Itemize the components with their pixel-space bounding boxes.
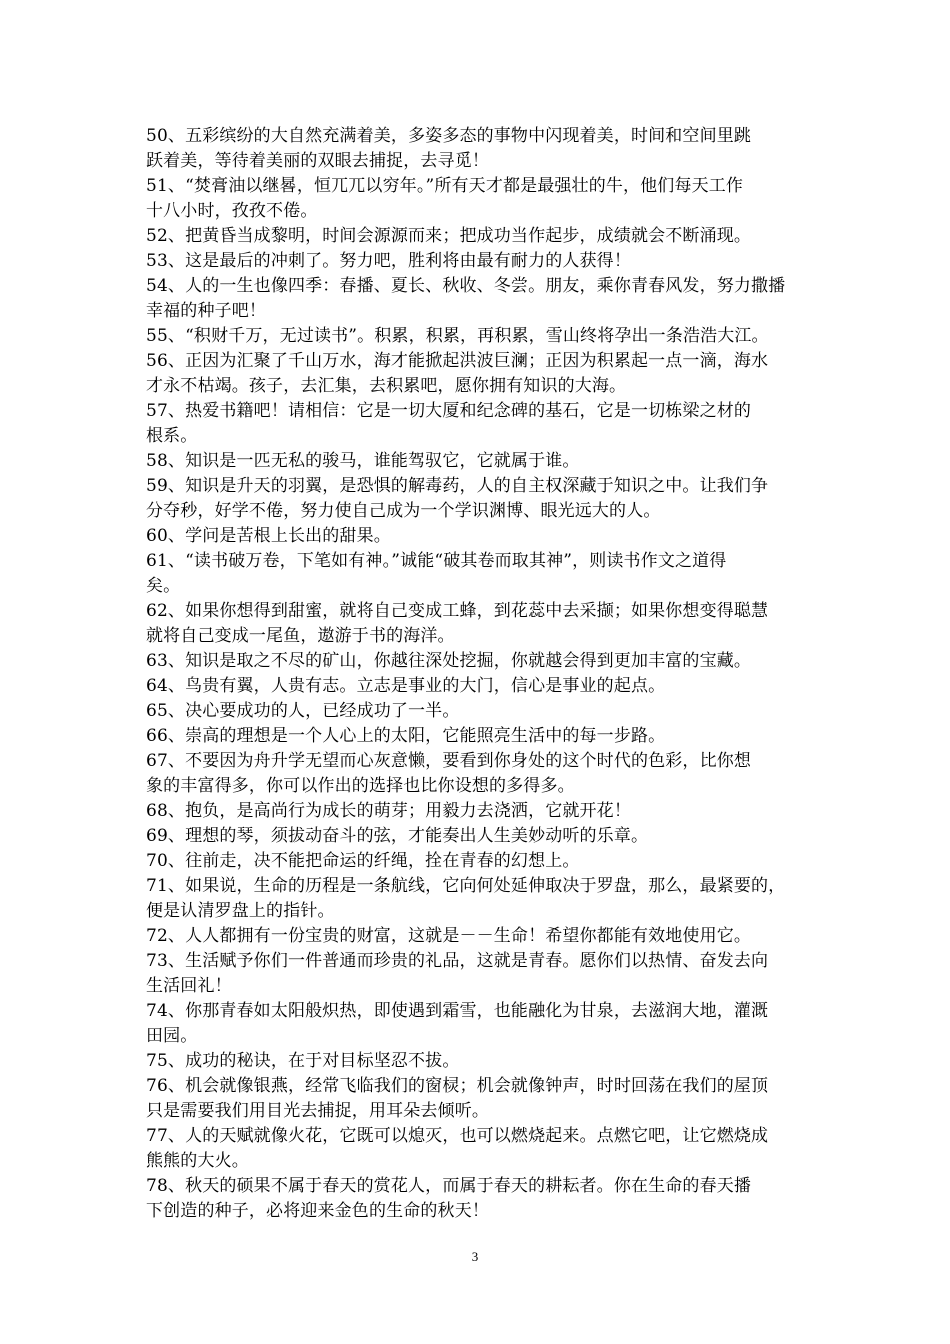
quote-line: 65、决心要成功的人，已经成功了一半。	[146, 701, 460, 721]
quote-item	[146, 174, 816, 224]
quote-line: 矣。	[146, 576, 181, 596]
quote-line: 63、知识是取之不尽的矿山，你越往深处挖掘，你就越会得到更加丰富的宝藏。	[146, 651, 752, 671]
quote-line: 幸福的种子吧！	[146, 301, 267, 321]
quote-line: 67、不要因为舟升学无望而心灰意懒，要看到你身处的这个时代的色彩，比你想	[146, 751, 752, 771]
quote-line: 熊熊的大火。	[146, 1151, 249, 1171]
quote-item	[146, 1124, 816, 1174]
page-number: 3	[471, 1249, 479, 1264]
quote-item	[146, 799, 816, 824]
quote-line: 就将自己变成一尾鱼，遨游于书的海洋。	[146, 626, 455, 646]
quote-line: 根系。	[146, 426, 198, 446]
quote-line: 55、“积财千万，无过读书”。积累，积累，再积累，雪山终将孕出一条浩浩大江。	[146, 326, 769, 346]
quote-item	[146, 699, 816, 724]
quote-line: 57、热爱书籍吧！请相信：它是一切大厦和纪念碑的基石，它是一切栋梁之材的	[146, 401, 752, 421]
quote-item	[146, 674, 816, 699]
quote-line: 54、人的一生也像四季：春播、夏长、秋收、冬尝。朋友，乘你青春风发，努力撒播	[146, 276, 786, 296]
quote-item	[146, 399, 816, 449]
quote-item	[146, 124, 816, 174]
quote-line: 田园。	[146, 1026, 198, 1046]
quote-item	[146, 474, 816, 524]
quote-line: 50、五彩缤纷的大自然充满着美，多姿多态的事物中闪现着美，时间和空间里跳	[146, 126, 752, 146]
quote-line: 只是需要我们用目光去捕捉，用耳朵去倾听。	[146, 1101, 489, 1121]
quote-line: 51、“焚膏油以继晷，恒兀兀以穷年。”所有天才都是最强壮的牛，他们每天工作	[146, 176, 744, 196]
quote-line: 66、崇高的理想是一个人心上的太阳，它能照亮生活中的每一步路。	[146, 726, 666, 746]
quote-line: 74、你那青春如太阳般炽热，即使遇到霜雪，也能融化为甘泉，去滋润大地，灌溉	[146, 1001, 769, 1021]
quote-line: 71、如果说，生命的历程是一条航线，它向何处延伸取决于罗盘，那么，最紧要的，	[146, 876, 786, 896]
quote-item	[146, 524, 816, 549]
quote-line: 78、秋天的硕果不属于春天的赏花人，而属于春天的耕耘者。你在生命的春天播	[146, 1176, 752, 1196]
quote-item	[146, 824, 816, 849]
quote-item	[146, 649, 816, 674]
quote-line: 61、“读书破万卷，下笔如有神。”诚能“破其卷而取其神”，则读书作文之道得	[146, 551, 727, 571]
quote-line: 76、机会就像银燕，经常飞临我们的窗棂；机会就像钟声，时时回荡在我们的屋顶	[146, 1076, 769, 1096]
quote-item	[146, 1174, 816, 1224]
quote-line: 象的丰富得多，你可以作出的选择也比你设想的多得多。	[146, 776, 575, 796]
quote-line: 52、把黄昏当成黎明，时间会源源而来；把成功当作起步，成绩就会不断涌现。	[146, 226, 752, 246]
quote-line: 75、成功的秘诀，在于对目标坚忍不拔。	[146, 1051, 460, 1071]
quote-list	[146, 124, 816, 1224]
quote-line: 70、往前走，决不能把命运的纤绳，拴在青春的幻想上。	[146, 851, 580, 871]
quote-line: 58、知识是一匹无私的骏马，谁能驾驭它，它就属于谁。	[146, 451, 580, 471]
quote-line: 60、学问是苦根上长出的甜果。	[146, 526, 391, 546]
quote-item	[146, 324, 816, 349]
quote-item	[146, 599, 816, 649]
quote-line: 分夺秒，好学不倦，努力使自己成为一个学识渊博、眼光远大的人。	[146, 501, 661, 521]
quote-item	[146, 749, 816, 799]
quote-item	[146, 549, 816, 599]
quote-line: 53、这是最后的冲刺了。努力吧，胜利将由最有耐力的人获得！	[146, 251, 631, 271]
quote-item	[146, 349, 816, 399]
quote-line: 72、人人都拥有一份宝贵的财富，这就是－－生命！希望你都能有效地使用它。	[146, 926, 752, 946]
quote-line: 64、鸟贵有翼，人贵有志。立志是事业的大门，信心是事业的起点。	[146, 676, 666, 696]
quote-line: 59、知识是升天的羽翼，是恐惧的解毒药，人的自主权深藏于知识之中。让我们争	[146, 476, 769, 496]
quote-item	[146, 1074, 816, 1124]
quote-item	[146, 224, 816, 249]
quote-item	[146, 249, 816, 274]
quote-line: 跃着美，等待着美丽的双眼去捕捉，去寻觅！	[146, 151, 489, 171]
quote-line: 下创造的种子，必将迎来金色的生命的秋天！	[146, 1201, 489, 1221]
quote-item	[146, 999, 816, 1049]
quote-line: 生活回礼！	[146, 976, 232, 996]
quote-line: 十八小时，孜孜不倦。	[146, 201, 318, 221]
quote-line: 才永不枯竭。孩子，去汇集，去积累吧，愿你拥有知识的大海。	[146, 376, 627, 396]
quote-line: 77、人的天赋就像火花，它既可以熄灭，也可以燃烧起来。点燃它吧，让它燃烧成	[146, 1126, 769, 1146]
quote-line: 56、正因为汇聚了千山万水，海才能掀起洪波巨澜；正因为积累起一点一滴，海水	[146, 351, 769, 371]
quote-line: 69、理想的琴，须拔动奋斗的弦，才能奏出人生美妙动听的乐章。	[146, 826, 649, 846]
quote-item	[146, 449, 816, 474]
quote-line: 73、生活赋予你们一件普通而珍贵的礼品，这就是青春。愿你们以热情、奋发去向	[146, 951, 769, 971]
quote-item	[146, 274, 816, 324]
quote-line: 62、如果你想得到甜蜜，就将自己变成工蜂，到花蕊中去采撷；如果你想变得聪慧	[146, 601, 769, 621]
quote-item	[146, 1049, 816, 1074]
quote-item	[146, 874, 816, 924]
quote-item	[146, 949, 816, 999]
quote-item	[146, 849, 816, 874]
quote-item	[146, 724, 816, 749]
quote-item	[146, 924, 816, 949]
quote-line: 便是认清罗盘上的指针。	[146, 901, 335, 921]
quote-line: 68、抱负，是高尚行为成长的萌芽；用毅力去浇洒，它就开花！	[146, 801, 631, 821]
